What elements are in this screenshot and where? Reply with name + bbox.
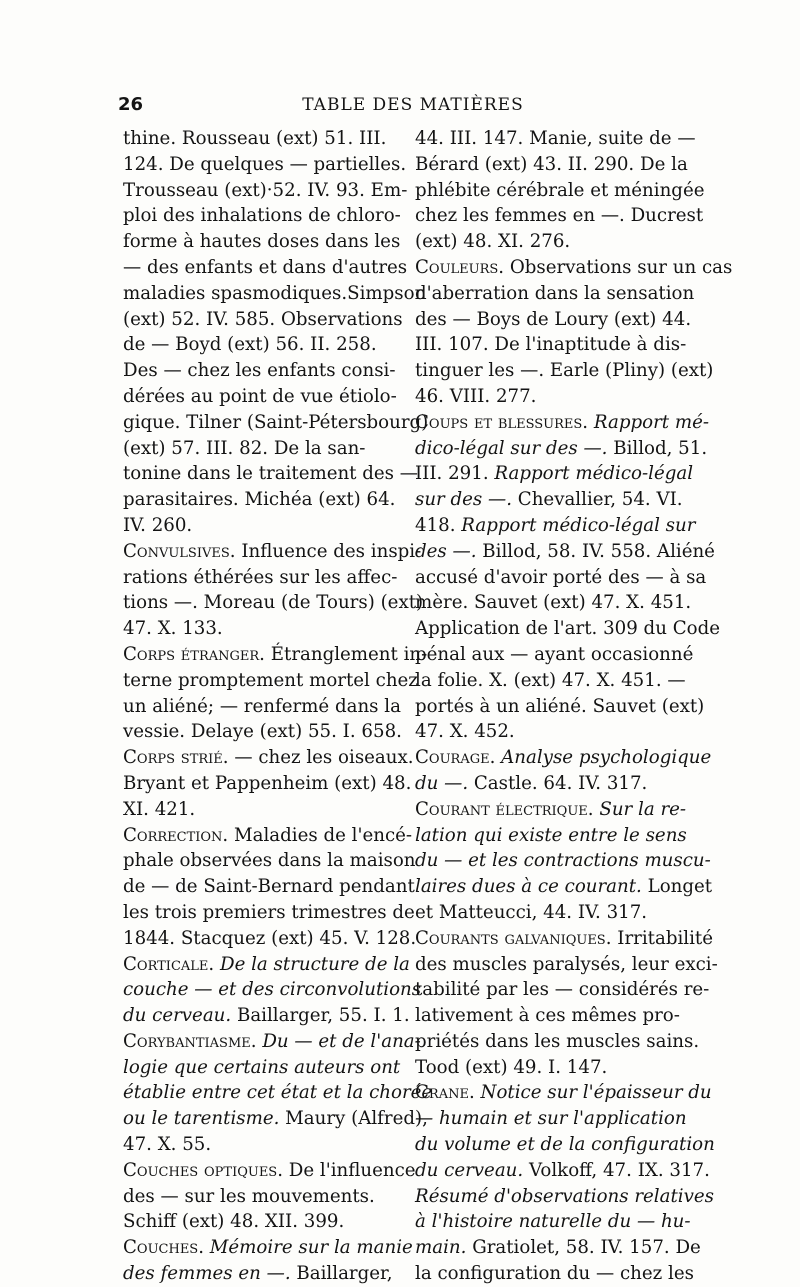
index-line: des — Boys de Loury (ext) 44. <box>415 308 692 330</box>
title-italic: main. <box>415 1237 467 1259</box>
index-line: pénal aux — ayant occasionné <box>415 643 694 665</box>
index-line: des — sur les mouvements. <box>123 1185 375 1207</box>
index-line: Tood (ext) 49. I. 147. <box>415 1056 608 1078</box>
index-line: chez les femmes en —. Ducrest <box>415 205 704 227</box>
page-number: 26 <box>118 94 144 115</box>
title-italic: du cerveau. <box>123 1005 232 1027</box>
index-line: Corps étranger. Étranglement in- <box>123 643 428 665</box>
index-line: la folie. X. (ext) 47. X. 451. — <box>415 669 686 691</box>
title-italic: du volume et de la configuration <box>415 1134 715 1156</box>
title-italic: De la structure de la <box>219 953 410 975</box>
index-line: Corps strié. — chez les oiseaux. <box>123 747 414 769</box>
entry-heading: Couches. <box>123 1237 204 1259</box>
title-italic: sur des —. <box>415 489 513 511</box>
index-line: des —. Billod, 58. IV. 558. Aliéné <box>415 540 715 562</box>
index-line <box>415 848 711 874</box>
index-line: portés à un aliéné. Sauvet (ext) <box>415 695 705 717</box>
page-header <box>118 94 708 124</box>
index-line: main. Gratiolet, 58. IV. 157. De <box>415 1237 701 1259</box>
entry-heading: Corps étranger. <box>123 643 265 665</box>
index-line: thine. Rousseau (ext) 51. III. <box>123 128 387 149</box>
title-italic: à l'histoire naturelle du — hu- <box>415 1211 691 1233</box>
entry-heading: Convulsives. <box>123 540 236 562</box>
title-italic: laires dues à ce courant. <box>415 876 642 898</box>
index-line: Schiff (ext) 48. XII. 399. <box>123 1211 345 1233</box>
index-line: laires dues à ce courant. Longet <box>415 876 713 898</box>
index-line: III. 107. De l'inaptitude à dis- <box>415 334 687 356</box>
running-title: TABLE DES MATIÈRES <box>302 95 524 115</box>
index-line <box>123 1029 421 1055</box>
index-line: 46. VIII. 277. <box>415 385 537 407</box>
index-line: (ext) 57. III. 82. De la san- <box>123 437 366 459</box>
title-italic: du —. <box>415 772 469 794</box>
index-line <box>415 745 712 771</box>
index-line <box>123 1235 413 1261</box>
title-italic: couche — et des circonvolutions <box>123 979 422 1001</box>
index-line <box>415 1132 715 1158</box>
entry-heading: Courage. <box>415 747 496 769</box>
index-line <box>415 1209 691 1235</box>
title-italic: des femmes en —. <box>123 1263 291 1285</box>
index-line: du cerveau. Volkoff, 47. IX. 317. <box>415 1159 710 1181</box>
index-line: lativement à ces mêmes pro- <box>415 1005 680 1027</box>
title-italic: Rapport médico-légal sur <box>461 514 696 536</box>
index-line: Application de l'art. 309 du Code <box>415 618 720 640</box>
index-line: de — de Saint-Bernard pendant <box>123 876 415 898</box>
title-italic: des —. <box>415 540 477 562</box>
index-line: la configuration du — chez les <box>415 1263 694 1285</box>
title-italic: du — et les contractions muscu- <box>415 850 711 872</box>
index-line: Couleurs. Observations sur un cas <box>415 256 733 278</box>
index-line: 44. III. 147. Manie, suite de — <box>415 128 696 149</box>
index-line: des femmes en —. Baillarger, <box>123 1263 393 1285</box>
index-line: sur des —. Chevallier, 54. VI. <box>415 489 683 511</box>
title-italic: — humain et sur l'application <box>415 1108 687 1130</box>
entry-heading: Corticale. <box>123 953 215 975</box>
index-line: gique. Tilner (Saint-Pétersbourg) <box>123 411 429 433</box>
index-line: et Matteucci, 44. IV. 317. <box>415 901 648 923</box>
index-line: dérées au point de vue étiolo- <box>123 385 397 407</box>
index-line <box>415 1184 714 1210</box>
index-line: les trois premiers trimestres de <box>123 901 415 923</box>
index-line <box>415 823 687 849</box>
title-italic: logie que certains auteurs ont <box>123 1056 401 1078</box>
index-line: tabilité par les — considérés re- <box>415 979 710 1001</box>
entry-heading: Coups et blessures. <box>415 411 589 433</box>
index-line: un aliéné; — renfermé dans la <box>123 695 401 717</box>
index-line: rations éthérées sur les affec- <box>123 566 398 588</box>
index-line: tinguer les —. Earle (Pliny) (ext) <box>415 360 714 382</box>
index-line <box>415 1106 687 1132</box>
index-line <box>415 410 710 436</box>
entry-heading: Crane. <box>415 1082 475 1104</box>
index-line: phale observées dans la maison <box>123 850 416 872</box>
right-column <box>415 126 733 1287</box>
index-line: IV. 260. <box>123 514 193 536</box>
index-line: dico-légal sur des —. Billod, 51. <box>415 437 708 459</box>
index-line: parasitaires. Michéa (ext) 64. <box>123 489 396 511</box>
title-italic: ou le tarentisme. <box>123 1108 280 1130</box>
index-line: (ext) 48. XI. 276. <box>415 231 571 253</box>
index-line <box>123 1080 433 1106</box>
entry-heading: Corps strié. <box>123 747 229 769</box>
title-italic: Analyse psychologique <box>501 747 712 769</box>
index-line: Trousseau (ext)·52. IV. 93. Em- <box>123 179 408 201</box>
index-line <box>123 1055 401 1081</box>
entry-heading: Courant électrique. <box>415 798 594 820</box>
index-line: 47. X. 452. <box>415 721 515 743</box>
title-italic: Du — et de l'ana- <box>262 1030 421 1052</box>
index-line: Correction. Maladies de l'encé- <box>123 824 413 846</box>
index-line: priétés dans les muscles sains. <box>415 1030 700 1052</box>
index-line: phlébite cérébrale et méningée <box>415 179 705 201</box>
index-line: 124. De quelques — partielles. <box>123 153 407 175</box>
index-line: ou le tarentisme. Maury (Alfred), <box>123 1108 428 1130</box>
index-line: mère. Sauvet (ext) 47. X. 451. <box>415 592 692 614</box>
index-line: 47. X. 133. <box>123 618 223 640</box>
index-line: tonine dans le traitement des — <box>123 463 418 485</box>
index-line: Des — chez les enfants consi- <box>123 360 396 382</box>
index-line: Bérard (ext) 43. II. 290. De la <box>415 153 688 175</box>
left-column <box>123 126 433 1287</box>
index-line: — des enfants et dans d'autres <box>123 256 408 278</box>
index-line: (ext) 52. IV. 585. Observations <box>123 308 403 330</box>
index-line <box>415 797 687 823</box>
index-line: d'aberration dans la sensation <box>415 282 695 304</box>
title-italic: Rapport mé- <box>593 411 710 433</box>
title-italic: Rapport médico-légal <box>494 463 694 485</box>
index-line: des muscles paralysés, leur exci- <box>415 953 718 975</box>
title-italic: du cerveau. <box>415 1159 524 1181</box>
title-italic: lation qui existe entre le sens <box>415 824 687 846</box>
index-line: ploi des inhalations de chloro- <box>123 205 401 227</box>
index-line: accusé d'avoir porté des — à sa <box>415 566 707 588</box>
title-italic: Sur la re- <box>599 798 687 820</box>
index-line: forme à hautes doses dans les <box>123 231 401 253</box>
index-line: vessie. Delaye (ext) 55. I. 658. <box>123 721 402 743</box>
title-italic: Mémoire sur la manie <box>209 1237 413 1259</box>
entry-heading: Couches optiques. <box>123 1159 283 1181</box>
title-italic: dico-légal sur des —. <box>415 437 608 459</box>
index-line: maladies spasmodiques.Simpson <box>123 282 427 304</box>
index-line: du —. Castle. 64. IV. 317. <box>415 772 648 794</box>
entry-heading: Couleurs. <box>415 256 505 278</box>
entry-heading: Courants galvaniques. <box>415 927 612 949</box>
index-line: 47. X. 55. <box>123 1134 212 1156</box>
index-line: de — Boyd (ext) 56. II. 258. <box>123 334 377 356</box>
index-line: 418. Rapport médico-légal sur <box>415 514 696 536</box>
index-line <box>415 1080 712 1106</box>
entry-heading: Corybantiasme. <box>123 1030 257 1052</box>
index-line: tions —. Moreau (de Tours) (ext) <box>123 592 424 614</box>
index-line: XI. 421. <box>123 798 196 820</box>
index-line: du cerveau. Baillarger, 55. I. 1. <box>123 1005 410 1027</box>
index-line: Convulsives. Influence des inspi- <box>123 540 422 562</box>
index-line: Couches optiques. De l'influence <box>123 1159 416 1181</box>
index-line: Courants galvaniques. Irritabilité <box>415 927 713 949</box>
title-italic: Notice sur l'épaisseur du <box>480 1082 712 1104</box>
entry-heading: Correction. <box>123 824 229 846</box>
index-line: III. 291. Rapport médico-légal <box>415 463 694 485</box>
index-line: Bryant et Pappenheim (ext) 48. <box>123 772 412 794</box>
title-italic: établie entre cet état et la chorée <box>123 1082 433 1104</box>
title-italic: Résumé d'observations relatives <box>415 1185 714 1207</box>
index-line <box>123 952 410 978</box>
index-line: terne promptement mortel chez <box>123 669 418 691</box>
index-line <box>123 977 422 1003</box>
index-line: 1844. Stacquez (ext) 45. V. 128. <box>123 927 417 949</box>
